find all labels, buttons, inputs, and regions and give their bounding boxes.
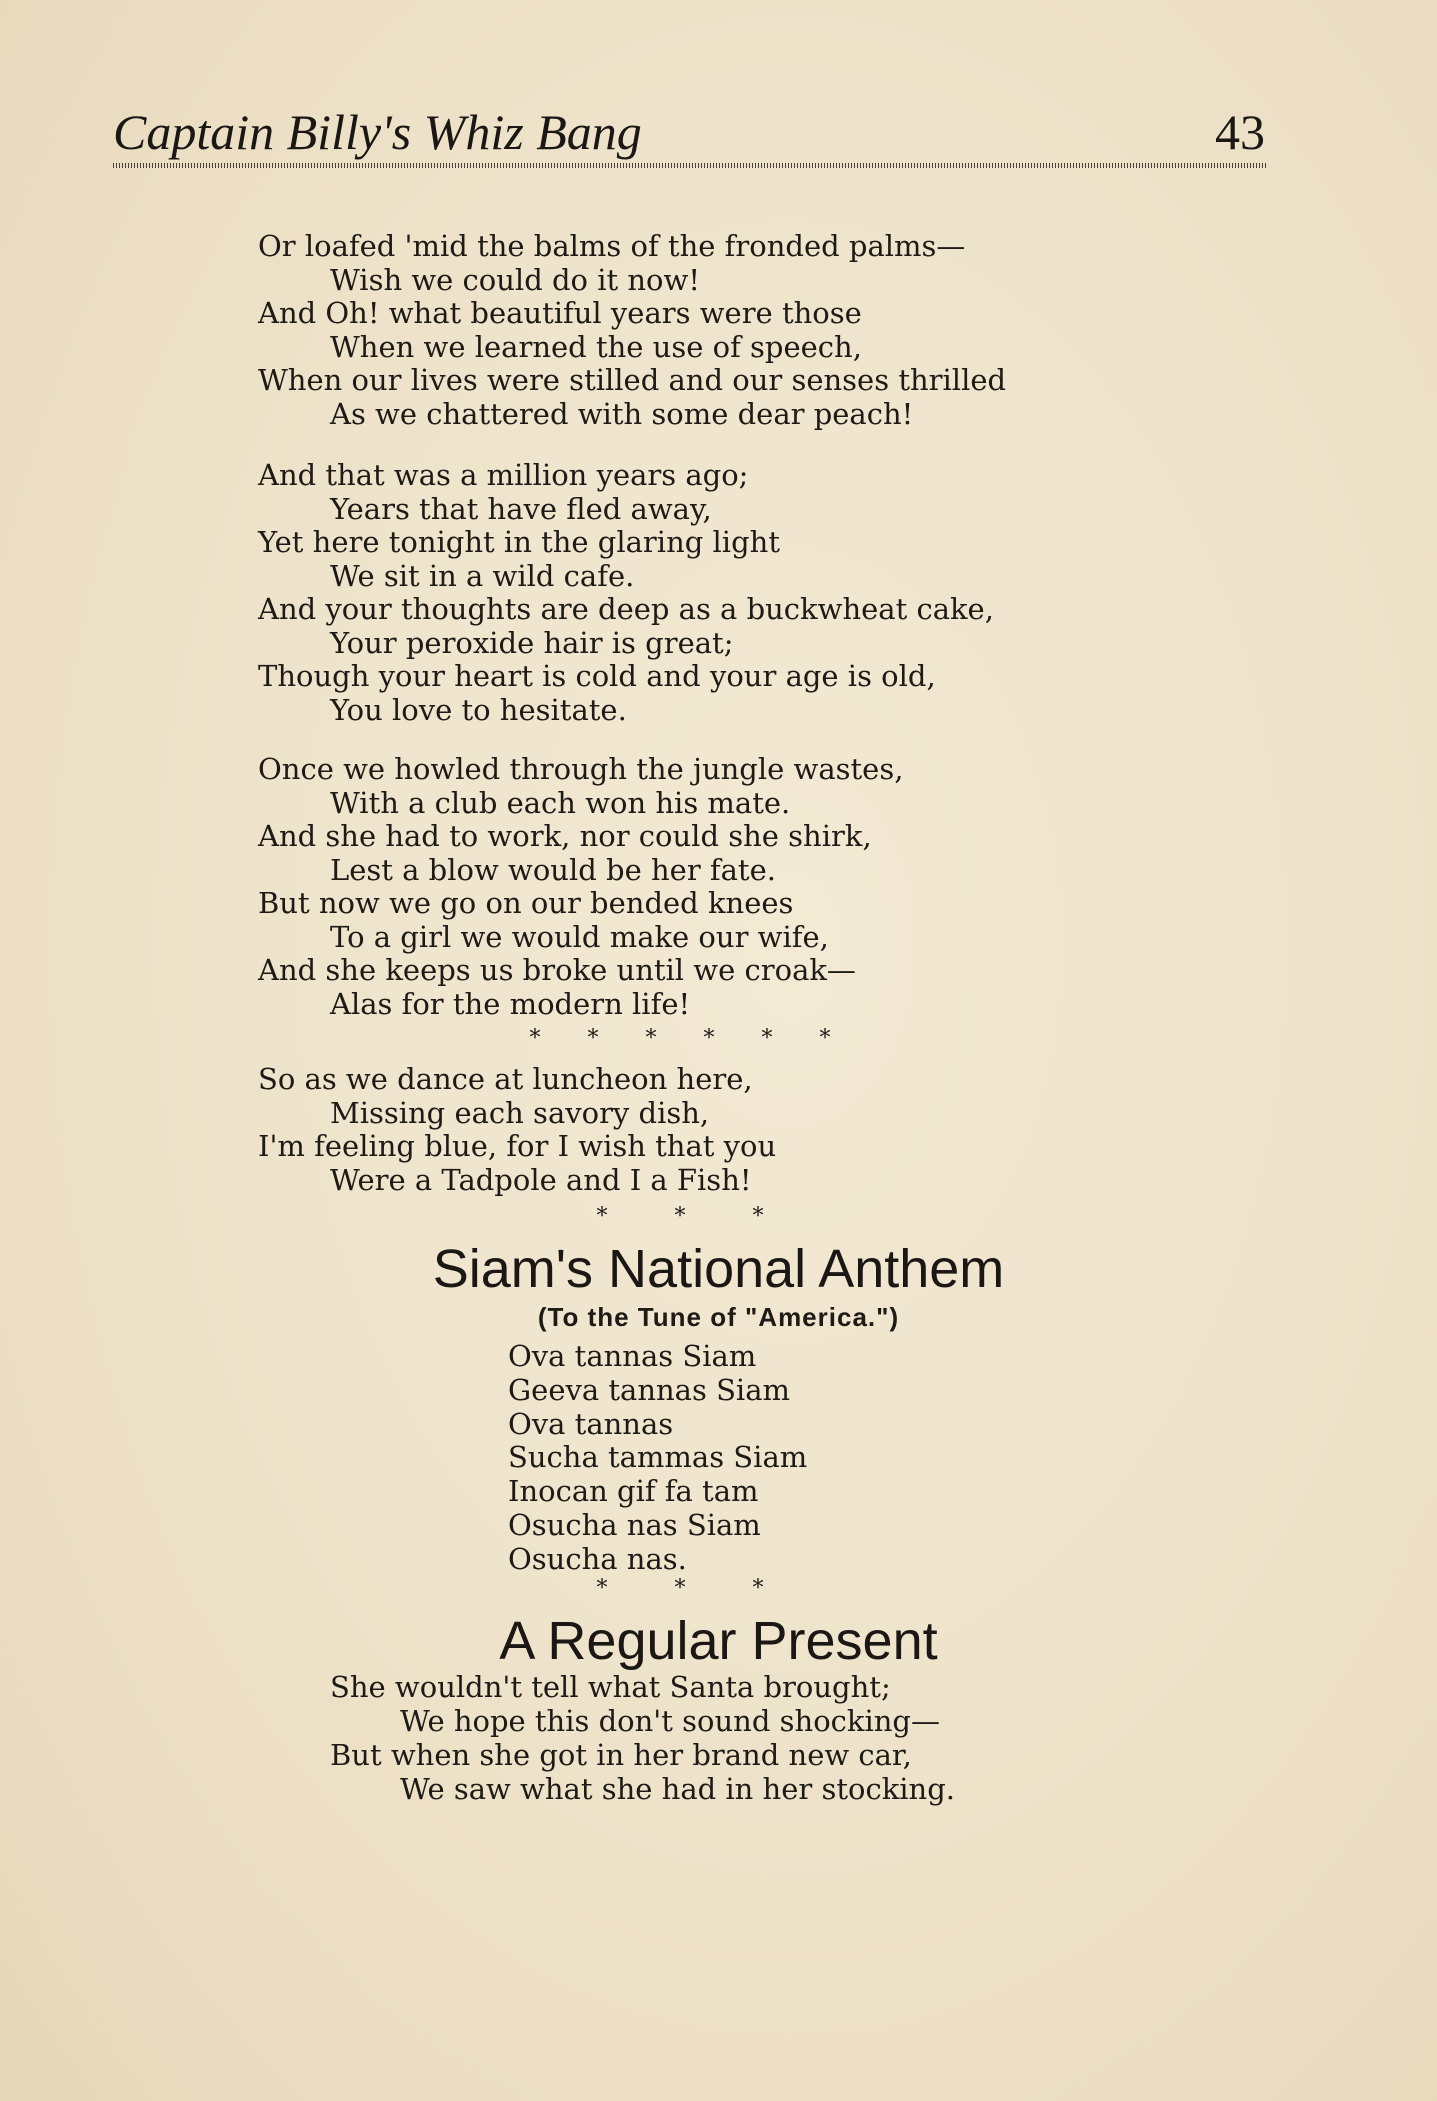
anthem-verse	[508, 1340, 1108, 1577]
poem-line: And that was a million years ago;	[258, 458, 749, 492]
present-line: She wouldn't tell what Santa brought;	[330, 1670, 891, 1704]
anthem-line: Ova tannas	[508, 1406, 674, 1441]
poem-line: I'm feeling blue, for I wish that you	[258, 1129, 777, 1163]
poem-line: And she had to work, nor could she shirk,	[258, 819, 872, 853]
page-number: 43	[1215, 104, 1265, 160]
present-title: A Regular Present	[499, 1611, 938, 1671]
anthem-line: Osucha nas Siam	[508, 1507, 761, 1542]
section-separator: * * *	[596, 1204, 764, 1229]
poem-line: Once we howled through the jungle wastes,	[258, 752, 904, 786]
poem-line: We sit in a wild cafe.	[330, 558, 635, 593]
anthem-line: Inocan gif fa tam	[508, 1474, 759, 1509]
header-rule	[113, 163, 1266, 168]
poem-stanza-2	[258, 459, 1258, 727]
anthem-title: Siam's National Anthem	[432, 1239, 1005, 1299]
poem-line: Though your heart is cold and your age is old,	[258, 659, 936, 693]
poem-line: You love to hesitate.	[330, 692, 627, 727]
poem-line: And Oh! what beautiful years were those	[258, 296, 862, 330]
anthem-subtitle: (To the Tune of "America.")	[537, 1302, 900, 1332]
poem-line: Missing each savory dish,	[330, 1095, 710, 1130]
present-line: We hope this don't sound shocking—	[400, 1704, 940, 1738]
poem-line: Alas for the modern life!	[330, 986, 691, 1021]
running-header-title: Captain Billy's Whiz Bang	[113, 104, 642, 160]
poem-line: Lest a blow would be her fate.	[330, 852, 776, 887]
poem-line: And she keeps us broke until we croak—	[258, 953, 856, 987]
present-line: We saw what she had in her stocking.	[400, 1772, 956, 1806]
poem-line: Were a Tadpole and I a Fish!	[330, 1162, 752, 1197]
poem-line: When our lives were stilled and our senses thrilled	[258, 363, 1007, 397]
anthem-line: Geeva tannas Siam	[508, 1372, 790, 1407]
anthem-line: Osucha nas.	[508, 1541, 687, 1576]
poem-line: So as we dance at luncheon here,	[258, 1062, 753, 1096]
anthem-line: Ova tannas Siam	[508, 1339, 757, 1373]
present-verse	[330, 1670, 1230, 1806]
poem-stanza-4	[258, 1063, 1258, 1197]
poem-line: To a girl we would make our wife,	[330, 919, 829, 954]
poem-line: And your thoughts are deep as a buckwheat cake,	[258, 592, 994, 626]
poem-line: With a club each won his mate.	[330, 785, 791, 820]
poem-stanza-1	[258, 230, 1258, 431]
section-separator: * * *	[596, 1576, 764, 1601]
poem-line: As we chattered with some dear peach!	[330, 396, 914, 431]
poem-line: Years that have fled away,	[330, 491, 712, 526]
present-line: But when she got in her brand new car,	[330, 1738, 912, 1772]
poem-stanza-3	[258, 753, 1258, 1021]
poem-line: But now we go on our bended knees	[258, 886, 794, 920]
poem-line: When we learned the use of speech,	[330, 329, 862, 364]
poem-line: Yet here tonight in the glaring light	[258, 525, 780, 559]
anthem-line: Sucha tammas Siam	[508, 1440, 808, 1475]
poem-line: Or loafed 'mid the balms of the fronded palms—	[258, 229, 966, 263]
poem-line: Wish we could do it now!	[330, 262, 700, 297]
poem-line: Your peroxide hair is great;	[330, 625, 734, 660]
section-separator: * * * * * *	[529, 1026, 831, 1051]
